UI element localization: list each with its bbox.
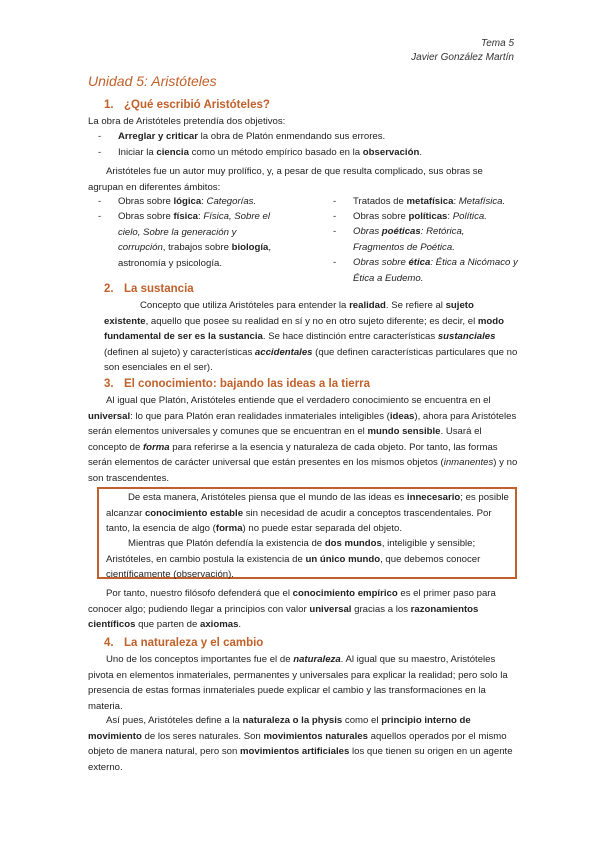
works-item: - Obras poéticas: Retórica, Fragmentos de Poética.	[333, 226, 465, 253]
header-topic: Tema 5	[481, 38, 514, 49]
works-item: - Obras sobre políticas: Política.	[333, 211, 487, 222]
section-3-heading: 3. El conocimiento: bajando las ideas a la tierra	[104, 378, 371, 390]
section-4-paragraph: Así pues, Aristóteles define a la naturaleza o la physis como el principio interno de movimiento de los seres naturales. Son movimientos naturales aquellos operados por el mismo objeto de manera natural, pero son movimientos artificiales los que tienen su origen en un agente externo.	[88, 715, 513, 773]
section-3-paragraph: Al igual que Platón, Aristóteles entiende que el verdadero conocimiento se encuentra en el universal: lo que para Platón eran realidades inmateriales inteligibles (ideas), ahora para Aristóteles serán elementos universales y comunes que se encuentran en el mundo sensible. Usará el concepto de forma para referirse a la esencia y naturaleza de cada objeto. Por tanto, las formas serán elementos de carácter universal que están presentes en los mismos objetos (inmanentes) y no son trascendentes.	[88, 395, 518, 484]
header-author: Javier González Martín	[411, 52, 514, 63]
section-1-paragraph: Aristóteles fue un autor muy prolífico, y, a pesar de que resulta complicado, sus obras se agrupan en diferentes ámbitos:	[88, 166, 483, 193]
section-1-heading: 1. ¿Qué escribió Aristóteles?	[104, 99, 270, 111]
objective-item: - Arreglar y criticar la obra de Platón enmendando sus errores.	[98, 131, 386, 142]
works-item: - Obras sobre lógica: Categorías.	[98, 196, 257, 207]
page-title: Unidad 5: Aristóteles	[88, 73, 217, 89]
works-item: - Obras sobre física: Física, Sobre el cielo, Sobre la generación y corrupción, trabajos sobre biología, astronomía y psicología.	[98, 211, 272, 269]
section-4-paragraph: Uno de los conceptos importantes fue el de naturaleza. Al igual que su maestro, Aristóteles pivota en elementos inmateriales, permanentes y universales para explicar la realidad; pero solo la presencia de estas formas inmateriales puede explicar el cambio y las transformaciones en la materia.	[88, 654, 508, 712]
section-4-heading: 4. La naturaleza y el cambio	[104, 637, 264, 649]
box-paragraph: De esta manera, Aristóteles piensa que el mundo de las ideas es innecesario; es posible alcanzar conocimiento estable sin necesidad de acudir a conceptos trascendentales. Por tanto, la esencia de algo (forma) no puede estar separada del objeto.	[106, 492, 509, 535]
section-1-intro: La obra de Aristóteles pretendía dos objetivos:	[88, 116, 286, 127]
section-2-heading: 2. La sustancia	[104, 283, 194, 295]
objective-item: - Iniciar la ciencia como un método empírico basado en la observación.	[98, 147, 422, 158]
section-2-paragraph: Concepto que utiliza Aristóteles para entender la realidad. Se refiere al sujeto existente, aquello que posee su realidad en sí y no en otro sujeto diferente; es decir, el modo fundamental de ser es la sustancia. Se hace distinción entre características sustanciales (definen al sujeto) y características accidentales (que definen características particulares que no son esenciales en el ser).	[104, 300, 518, 374]
section-3-conclusion: Por tanto, nuestro filósofo defenderá que el conocimiento empírico es el primer paso para conocer algo; pudiendo llegar a principios con valor universal gracias a los razonamientos científicos que parten de axiomas.	[88, 588, 496, 631]
works-item: - Tratados de metafísica: Metafísica.	[333, 196, 506, 207]
works-item: - Obras sobre ética: Ética a Nicómaco y Ética a Eudemo.	[333, 257, 518, 284]
box-paragraph: Mientras que Platón defendía la existencia de dos mundos, inteligible y sensible; Aristóteles, en cambio postula la existencia de un único mundo, que debemos conocer científicamente (observación).	[106, 538, 481, 581]
